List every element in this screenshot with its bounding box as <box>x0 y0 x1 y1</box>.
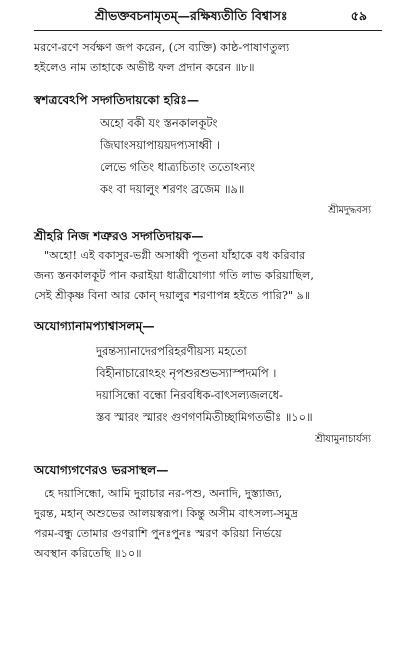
text-line: "অহো! এই বকাসুর-ভগ্নী অসাধ্বী পূতনা যাঁহাকে বধ করিবার <box>44 249 306 262</box>
section-heading: স্বশত্রবেঽপি সদ্গতিদায়কো হরিঃ— <box>34 93 200 107</box>
text-line: মরণে-রণে সর্বক্ষণ জপ করেন, (সে ব্যক্তি) কাষ্ঠ-পাষাণতুল্য <box>34 41 290 54</box>
text-line: সেই শ্রীকৃষ্ণ বিনা আর কোন্‌ দয়ালুর শরণাপন্ন হইতে পারি?" ৯॥ <box>34 289 311 302</box>
verse-attribution: শ্রীমদুদ্ধবস্য <box>328 205 371 216</box>
page-number: ৫৯ <box>350 8 367 23</box>
header-rule <box>34 30 382 31</box>
page-header <box>0 8 401 28</box>
section-heading: অযোগ্যগণেরও ভরসাস্থল— <box>34 463 169 477</box>
text-line: পরম-বন্ধু তোমার গুণরাশি পুনঃপুনঃ স্মরণ করিয়া নির্ভয়ে <box>34 527 282 540</box>
translation-paragraph <box>34 246 384 306</box>
intro-paragraph <box>34 38 384 78</box>
verse-block <box>100 112 255 200</box>
verse-line: স্তব স্মারং স্মারং গুণগণমিতীচ্ছামিগতভীঃ ॥১০॥ <box>96 410 313 424</box>
text-line: হে দয়াসিন্ধো, আমি দুরাচার নর-পশু, অনাদি, দুস্ত্যাজ্য, <box>44 487 283 500</box>
verse-line: কং বা দয়ালুং শরণং ব্রজেম ॥৯॥ <box>100 182 245 196</box>
text-line: হইলেও নাম তাহাকে অভীষ্ট ফল প্রদান করেন ॥৮॥ <box>34 61 255 74</box>
verse-line: দয়াসিন্ধো বন্ধো নিরবধিক-বাৎসল্যজলধে- <box>96 388 283 402</box>
verse-line: অহো বকী যং স্তনকালকূটং <box>100 116 218 130</box>
verse-line: জিঘাংসয়াপায়য়দপ্যসাধ্বী । <box>100 138 220 152</box>
verse-line: দুরন্তস্যানাদেরপরিহরণীয়স্য মহতো <box>96 344 247 358</box>
section-heading: অযোগ্যানামপ্যাশ্বাসলম্‌— <box>34 319 155 333</box>
text-line: জন্য স্তনকালকূট পান করাইয়া ধাত্রীযোগ্যা গতি লাভ করিয়াছিল, <box>34 269 314 282</box>
text-line: অবস্থান করিতেছি ॥১০॥ <box>34 547 142 560</box>
running-title: শ্রীভক্তবচনামৃতম্‌—রক্ষিষ্যতীতি বিশ্বাসঃ <box>95 8 288 23</box>
verse-attribution: শ্রীযামুনাচার্যস্য <box>315 434 371 445</box>
section-heading: শ্রীহরি নিজ শত্রুরও সদ্গতিদায়ক— <box>34 229 204 243</box>
verse-line: বিহীনাচারোঽহং নৃপশুরশুভস্যাস্পদমপি । <box>96 366 277 380</box>
verse-block <box>96 340 313 428</box>
verse-line: লেভে গতিং ধাত্র্যচিতাং ততোঽন্যং <box>100 160 255 174</box>
translation-paragraph <box>34 484 384 564</box>
text-line: দুরন্ত, মহান্‌ অশুভের আলয়স্বরূপ। কিন্তু অসীম বাৎসল্য-সমুদ্র <box>34 507 298 520</box>
